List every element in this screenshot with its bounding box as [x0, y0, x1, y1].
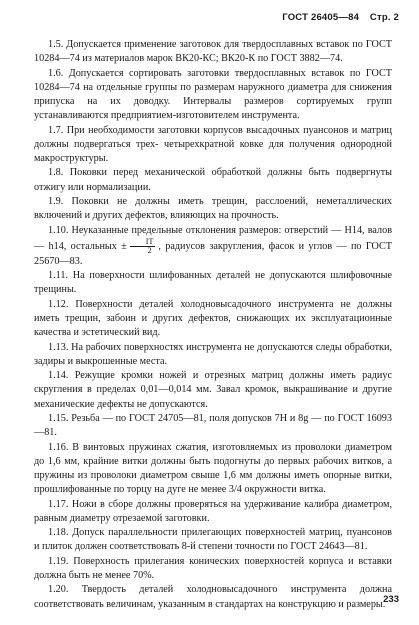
- clause-1-8: 1.8. Поковки перед механической обработкой должны быть подвергнуты отжигу или нормализации.: [34, 167, 392, 193]
- fraction-denominator: 2: [147, 245, 152, 255]
- page-label: Стр. 2: [369, 12, 399, 23]
- tolerance-fraction: [130, 238, 156, 255]
- clause-1-13: 1.13. На рабочих поверхностях инструмента не допускаются следы обработки, задиры и выкрошенные места.: [34, 341, 392, 367]
- clause-1-6: 1.6. Допускается сортировать заготовки твердосплавных вставок по ГОСТ 10284—74 на отдельные группы по размерам наружного диаметра для снижения припуска на их доводку. Интервалы размеров сортируемых групп устанавливаются предприятием-изготовителем инструмента.: [34, 67, 392, 122]
- standard-designation: ГОСТ 26405—84: [282, 12, 360, 23]
- clause-1-19: 1.19. Поверхность прилегания конических поверхностей корпуса и вставки должна быть не менее 70%.: [34, 555, 392, 581]
- clause-1-9: 1.9. Поковки не должны иметь трещин, расслоений, неметаллических включений и других дефектов, влияющих на прочность.: [34, 195, 392, 222]
- clause-1-12: 1.12. Поверхности деталей холодновысадочного инструмента не должны иметь трещин, забоин и других дефектов, снижающих их эксплуатационные качества и эстетический вид.: [34, 298, 392, 339]
- clause-1-18: 1.18. Допуск параллельности прилегающих поверхностей матриц, пуансонов и плиток должен соответствовать 8-й степени точности по ГОСТ 24643—81.: [34, 527, 392, 553]
- clause-1-7: 1.7. При необходимости заготовки корпусов высадочных пуансонов и матриц должны подвергаться трех- четырехкратной ковке для получения однородной макроструктуры.: [34, 124, 392, 164]
- clause-1-14: 1.14. Режущие кромки ножей и отрезных матриц должны иметь радиус скругления в пределах 0,01—0,014 мм. Завал кромок, выкрашивание и другие механические дефекты не допускаются.: [34, 370, 392, 410]
- fraction-numerator: IT: [130, 238, 156, 247]
- running-header: [282, 12, 399, 23]
- clause-1-10-before: 1.10. Неуказанные предельные отклонения размеров: отверстий — H14, валов — h14, остальных ±: [34, 224, 392, 252]
- clause-1-15: 1.15. Резьба — по ГОСТ 24705—81, поля допусков 7H и 8g — по ГОСТ 16093—81.: [34, 412, 392, 439]
- clause-1-5: 1.5. Допускается применение заготовок для твердосплавных вставок по ГОСТ 10284—74 из материалов марок ВК20-КС; ВК20-К по ГОСТ 3882—74.: [34, 39, 392, 65]
- clause-1-11: 1.11. На поверхности шлифованных деталей не допускаются шлифовочные трещины.: [34, 270, 392, 296]
- clause-1-20: 1.20. Твердость деталей холодновысадочного инструмента должна соответствовать величинам, указанным в стандартах на конструкцию и размеры.: [34, 584, 392, 610]
- page-number: 233: [383, 594, 399, 605]
- clause-1-17: 1.17. Ножи в сборе должны проверяться на удерживание калибра диаметром, равным диаметру отрезаемой заготовки.: [34, 498, 392, 524]
- document-body: [34, 38, 392, 612]
- clause-1-10: [34, 224, 392, 269]
- clause-1-16: 1.16. В винтовых пружинах сжатия, изготовляемых из проволоки диаметром до 1,6 мм, крайние витки должны быть подогнуты до первых рабочих витков, а пружины из проволоки диаметром свыше 1,6 мм должны иметь опорные витки, прошлифованные по торцу на дуге не менее 3/4 окружности витка.: [34, 441, 392, 496]
- clause-1-10-after: , радиусов закругления, фасок и углов — по ГОСТ 25670—83.: [34, 240, 392, 267]
